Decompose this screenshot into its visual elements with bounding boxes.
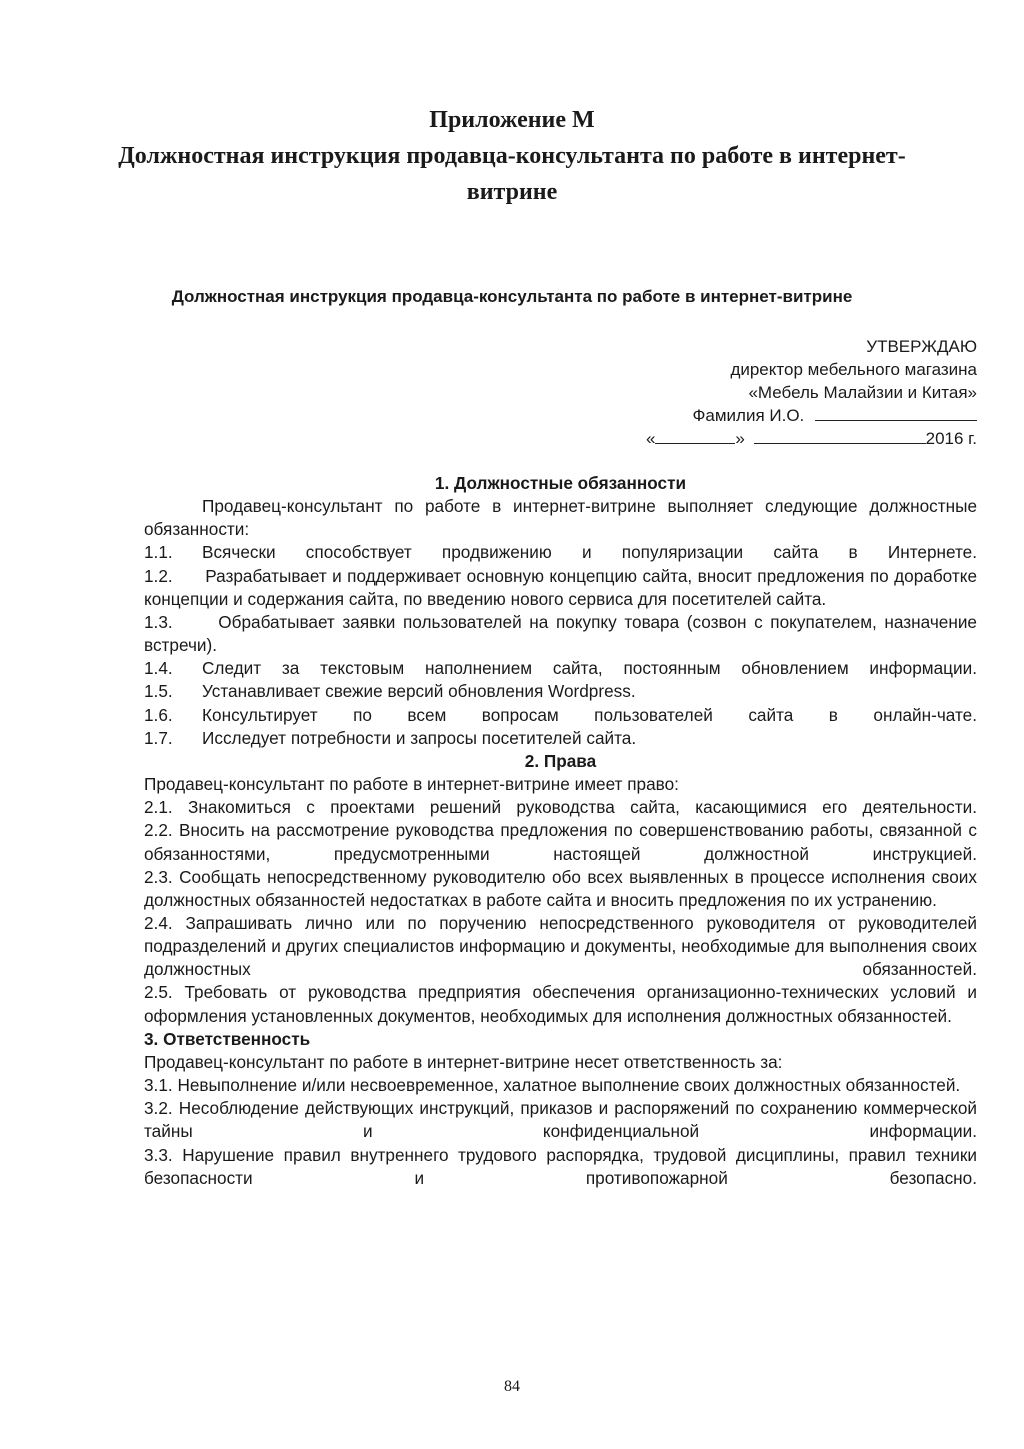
appendix-label: Приложение М [429,107,595,133]
duty-number: 1.3. [144,611,173,632]
section1-heading: 1. Должностные обязанности [434,473,687,493]
right-item: 2.5. Требовать от руководства предприятия обеспечения организационно-технических условий и оформления установленных документов, необходимых для исполнения должностных обязанностей. [144,982,977,1026]
section2-heading: 2. Права [524,750,597,771]
duty-item [144,680,977,703]
duty-item [144,657,977,680]
section2-intro: Продавец-консультант по работе в интернет-витрине имеет право: [144,774,679,795]
duty-item [144,704,977,727]
duty-number: 1.4. [144,658,173,679]
responsibility-item: 3.1. Невыполнение и/или несвоевременное, халатное выполнение своих должностных обязанностей. [144,1075,961,1096]
approval-position: директор мебельного магазина [730,360,977,379]
duty-item [144,541,977,564]
duty-item [144,611,977,657]
duty-text: Обрабатывает заявки пользователей на покупку товара (созвон с покупателем, назначение встречи). [144,611,977,656]
duty-number: 1.5. [144,681,173,702]
responsibility-item: 3.2. Несоблюдение действующих инструкций, приказов и распоряжений по сохранению коммерческой тайны и конфиденциальной информации. [144,1098,977,1142]
right-item: 2.3. Сообщать непосредственному руководителю обо всех выявленных в процессе исполнения своих должностных обязанностей недостатках в работе сайта и вносить предложения по их устранению. [144,866,977,910]
duty-number: 1.1. [144,542,173,563]
date-year: 2016 г. [925,429,977,448]
duty-item [144,727,977,750]
right-item: 2.2. Вносить на рассмотрение руководства предложения по совершенствованию работы, связанной с обязанностями, предусмотренными настоящей должностной инструкцией. [144,820,977,864]
approval-company: «Мебель Малайзии и Китая» [748,383,977,402]
month-blank [754,427,926,444]
approval-name: Фамилия И.О. [692,406,805,425]
date-open-quote: « [645,429,656,448]
page-number: 84 [504,1378,520,1395]
duty-text: Исследует потребности и запросы посетителей сайта. [202,727,637,748]
section1-intro: Продавец-консультант по работе в интернет-витрине выполняет следующие должностные обязанности: [144,496,977,540]
duty-text: Разрабатывает и поддерживает основную концепцию сайта, вносит предложения по доработке концепции и содержания сайта, по введению нового сервиса для посетителей сайта. [144,565,978,609]
approval-date-line [646,427,977,450]
day-blank [655,427,735,444]
duty-number: 1.2. [144,565,173,586]
right-item: 2.4. Запрашивать лично или по поручению непосредственного руководителя от руководителей подразделений и других специалистов информацию и документы, необходимые для выполнения своих должностных обязанностей. [144,912,977,980]
approval-name-line [646,404,977,427]
date-close-quote: » [735,429,745,448]
duty-item [144,565,977,611]
appendix-title-line2: витрине [466,179,558,205]
right-item: 2.1. Знакомиться с проектами решений руководства сайта, касающимися его деятельности. [144,797,977,818]
document-body [144,472,977,1190]
duty-text: Всячески способствует продвижению и популяризации сайта в Интернете. [202,542,977,563]
section3-heading: 3. Ответственность [144,1028,311,1049]
approval-approve: УТВЕРЖДАЮ [866,337,977,356]
responsibility-item: 3.3. Нарушение правил внутреннего трудового распорядка, трудовой дисциплины, правил техники безопасности и противопожарной безопасно. [144,1144,977,1188]
duty-text: Консультирует по всем вопросам пользователей сайта в онлайн-чате. [202,704,977,725]
section3-intro: Продавец-консультант по работе в интернет-витрине несет ответственность за: [144,1051,783,1072]
duty-text: Следит за текстовым наполнением сайта, постоянным обновлением информации. [202,658,977,679]
duty-number: 1.6. [144,704,173,725]
approval-block [646,335,977,450]
duty-number: 1.7. [144,727,173,748]
appendix-title-line1: Должностная инструкция продавца-консультанта по работе в интернет- [118,143,906,169]
document-title: Должностная инструкция продавца-консультанта по работе в интернет-витрине [171,287,853,306]
signature-blank [815,404,977,421]
duty-text: Устанавливает свежие версий обновления Wordpress. [202,681,636,702]
